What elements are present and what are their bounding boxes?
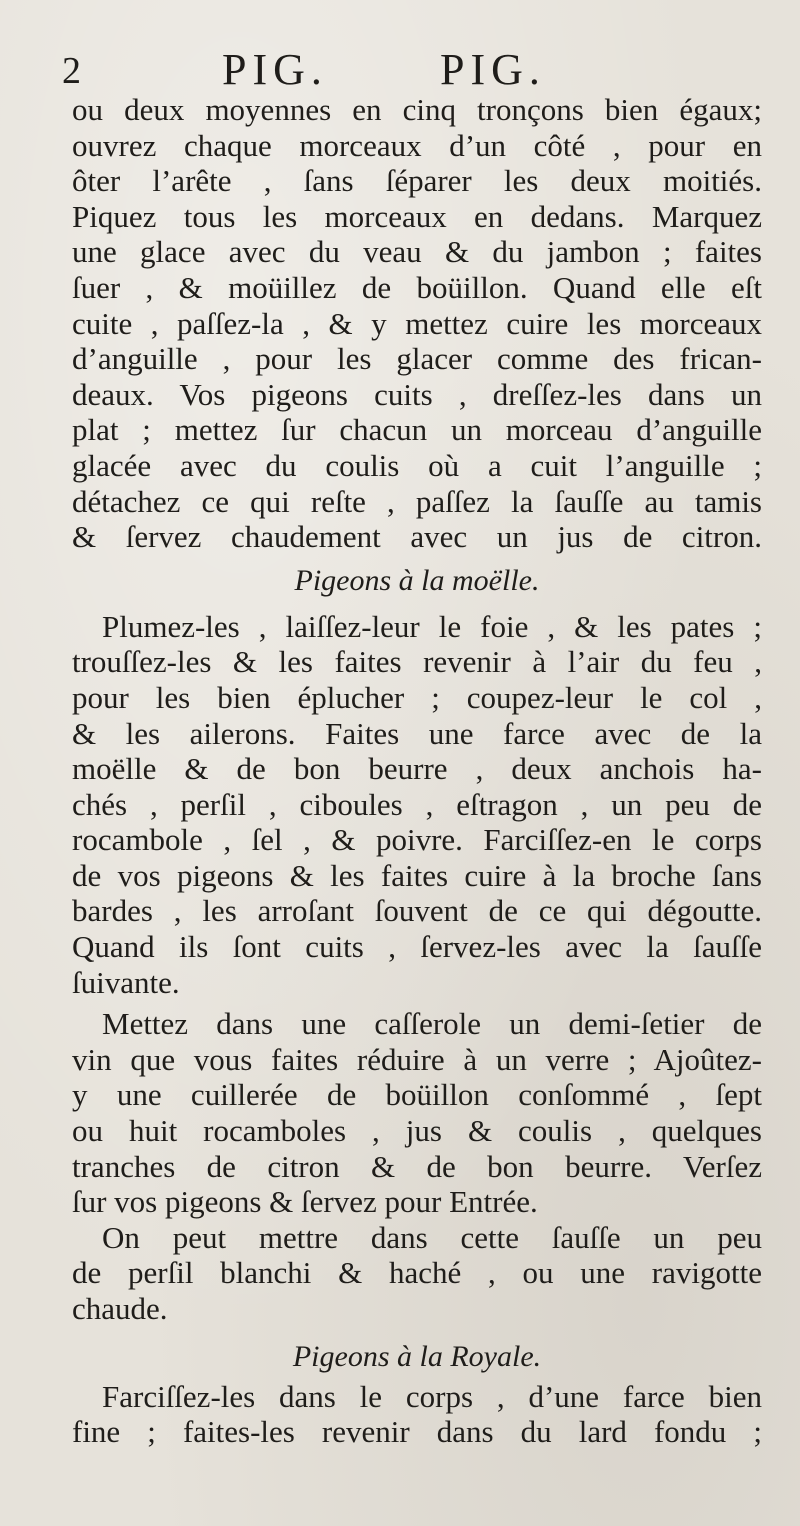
paragraph-royale <box>72 1379 762 1450</box>
text-line: chés , perſil , ciboules , eſtragon , un peu de <box>72 786 762 822</box>
paragraph-moelle-sauce <box>72 1006 762 1220</box>
text-line: détachez ce qui reſte , paſſez la ſauſſe au tamis <box>72 483 762 519</box>
text-line: & ſervez chaudement avec un jus de citron. <box>72 519 762 555</box>
paragraph-moelle-variant <box>72 1220 762 1327</box>
text-line: de perſil blanchi & haché , ou une ravigotte <box>72 1255 762 1291</box>
text-line: pour les bien éplucher ; coupez-leur le col , <box>72 679 762 715</box>
text-line: ſur vos pigeons & ſervez pour Entrée. <box>72 1184 538 1220</box>
page-text <box>72 92 762 1450</box>
text-line: moëlle & de bon beurre , deux anchois ha- <box>72 751 762 787</box>
text-line: vin que vous faites réduire à un verre ; Ajoûtez- <box>72 1041 762 1077</box>
intro-paragraph <box>72 92 762 555</box>
text-line: Quand ils ſont cuits , ſervez-les avec la ſauſſe <box>72 929 762 965</box>
text-line: ou huit rocamboles , jus & coulis , quelques <box>72 1113 762 1149</box>
text-line: ſuivante. <box>72 964 180 1000</box>
text-line: bardes , les arroſant ſouvent de ce qui dégoutte. <box>72 893 762 929</box>
text-line: chaude. <box>72 1291 168 1326</box>
text-line: rocambole , ſel , & poivre. Farciſſez-en le corps <box>72 822 762 858</box>
text-line: y une cuillerée de boüillon conſommé , ſept <box>72 1077 762 1113</box>
text-line: Plumez-les , laiſſez-leur le foie , & les pates ; <box>102 608 762 644</box>
text-line: ouvrez chaque morceaux d’un côté , pour en <box>72 127 762 163</box>
section-heading-moelle: Pigeons à la moëlle. <box>294 563 540 597</box>
text-line: glacée avec du coulis où a cuit l’anguille ; <box>72 447 762 483</box>
text-line: plat ; mettez ſur chacun un morceau d’anguille <box>72 412 762 448</box>
text-line: & les ailerons. Faites une farce avec de la <box>72 715 762 751</box>
text-line: Mettez dans une caſſerole un demi-ſetier de <box>102 1006 762 1042</box>
text-line: ou deux moyennes en cinq tronçons bien égaux; <box>72 92 762 127</box>
section-heading-royale: Pigeons à la Royale. <box>292 1339 542 1373</box>
text-line: deaux. Vos pigeons cuits , dreſſez-les dans un <box>72 376 762 412</box>
text-line: de vos pigeons & les faites cuire à la broche ſans <box>72 857 762 893</box>
text-line: On peut mettre dans cette ſauſſe un peu <box>102 1219 762 1255</box>
text-line: d’anguille , pour les glacer comme des frican- <box>72 341 762 377</box>
text-line: une glace avec du veau & du jambon ; faites <box>72 234 762 270</box>
text-line: Piquez tous les morceaux en dedans. Marquez <box>72 198 762 234</box>
text-line: trouſſez-les & les faites revenir à l’air du feu , <box>72 644 762 680</box>
text-line: fine ; faites-les revenir dans du lard fondu ; <box>72 1414 762 1450</box>
page-number: 2 <box>62 50 81 92</box>
text-line: ôter l’arête , ſans ſéparer les deux moitiés. <box>72 163 762 199</box>
text-line: cuite , paſſez-la , & y mettez cuire les morceaux <box>72 305 762 341</box>
text-line: tranches de citron & de bon beurre. Verſez <box>72 1148 762 1184</box>
running-head-right: PIG. <box>440 45 546 94</box>
text-line: ſuer , & moüillez de boüillon. Quand elle eſt <box>72 269 762 305</box>
text-line: Farciſſez-les dans le corps , d’une farce bien <box>102 1378 762 1414</box>
paragraph-moelle-preparation <box>72 609 762 1001</box>
running-head-left: PIG. <box>222 45 328 94</box>
